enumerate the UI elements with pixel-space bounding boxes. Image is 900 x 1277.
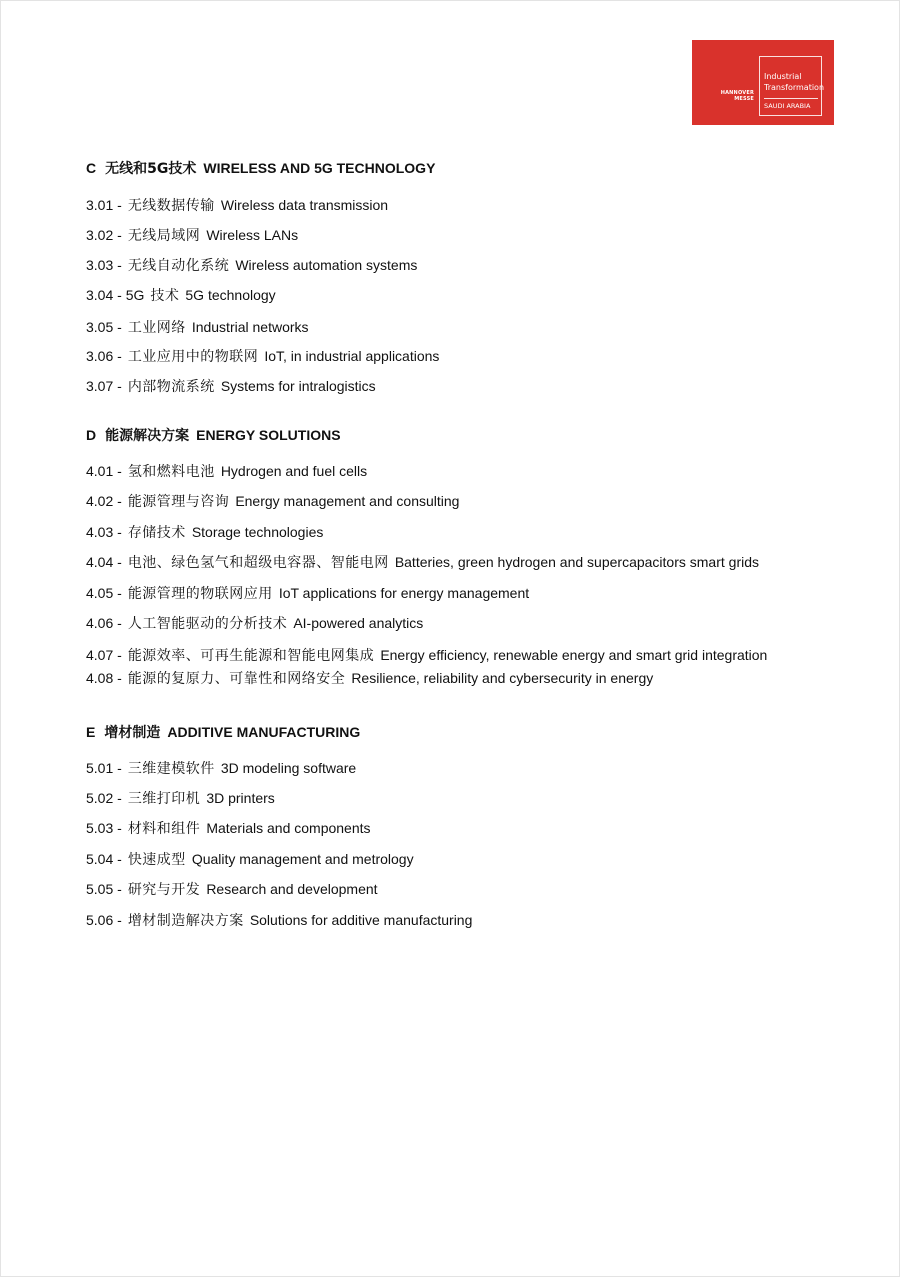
item-code: 4.01 -: [86, 463, 122, 479]
list-item: [86, 819, 371, 838]
list-item: [86, 523, 323, 542]
item-title-en: Energy efficiency, renewable energy and smart grid integration: [380, 647, 768, 663]
list-item: [86, 584, 529, 603]
section-title-zh: 无线和5G技术: [105, 161, 197, 177]
logo-title-line-1: Industrial: [764, 72, 802, 81]
item-title-zh: 人工智能驱动的分析技术: [127, 616, 288, 632]
section-heading-c: [86, 158, 435, 178]
item-title-zh: 能源效率、可再生能源和智能电网集成: [127, 648, 375, 664]
item-code: 4.03 -: [86, 524, 122, 540]
item-title-en: Research and development: [206, 881, 378, 897]
section-letter: C: [86, 160, 97, 176]
item-code: 3.06 -: [86, 348, 122, 364]
section-title-en: WIRELESS AND 5G TECHNOLOGY: [203, 160, 436, 176]
item-code: 4.08 -: [86, 670, 122, 686]
logo-brand-area: [692, 40, 760, 125]
item-code: 3.04 - 5G: [86, 287, 145, 303]
item-title-en: Solutions for additive manufacturing: [249, 912, 473, 928]
item-code: 5.05 -: [86, 881, 122, 897]
item-title-en: Wireless LANs: [206, 227, 299, 243]
item-title-en: Materials and components: [206, 820, 371, 836]
list-item: [86, 377, 376, 396]
item-title-en: Quality management and metrology: [191, 851, 414, 867]
list-item: [86, 850, 414, 869]
section-heading-d: [86, 425, 341, 445]
item-title-zh: 工业应用中的物联网: [127, 349, 259, 365]
item-title-en: Batteries, green hydrogen and supercapacitors smart grids: [394, 554, 760, 570]
hannover-messe-logo: [692, 40, 834, 125]
item-title-zh: 三维打印机: [127, 791, 201, 807]
list-item: [86, 347, 439, 366]
item-title-zh: 能源管理与咨询: [127, 494, 230, 510]
item-title-en: Storage technologies: [191, 524, 324, 540]
item-title-zh: 快速成型: [127, 852, 186, 868]
item-code: 5.01 -: [86, 760, 122, 776]
section-letter: D: [86, 427, 97, 443]
list-item: [86, 614, 423, 633]
logo-title-box: [760, 56, 825, 116]
logo-brand-line-1: HANNOVER: [720, 90, 754, 96]
item-title-zh: 电池、绿色氢气和超级电容器、智能电网: [127, 555, 389, 571]
list-item: [86, 196, 388, 215]
item-code: 3.02 -: [86, 227, 122, 243]
list-item: [86, 462, 367, 481]
logo-subtitle: SAUDI ARABIA: [764, 102, 811, 110]
list-item: [86, 911, 472, 930]
item-title-en: Hydrogen and fuel cells: [220, 463, 368, 479]
item-code: 3.07 -: [86, 378, 122, 394]
list-item: [86, 286, 276, 305]
item-code: 3.03 -: [86, 257, 122, 273]
item-title-zh: 能源的复原力、可靠性和网络安全: [127, 671, 346, 687]
item-title-en: 3D modeling software: [220, 760, 357, 776]
list-item: [86, 318, 309, 337]
item-title-en: IoT, in industrial applications: [264, 348, 440, 364]
item-title-zh: 研究与开发: [127, 882, 201, 898]
item-code: 5.06 -: [86, 912, 122, 928]
section-title-en: ENERGY SOLUTIONS: [196, 427, 341, 443]
item-title-en: Resilience, reliability and cybersecurity in energy: [351, 670, 654, 686]
logo-rule: [764, 98, 818, 99]
section-letter: E: [86, 724, 96, 740]
list-item: [86, 759, 356, 778]
section-heading-e: [86, 722, 360, 742]
item-title-en: IoT applications for energy management: [278, 585, 530, 601]
item-title-zh: 无线局域网: [127, 228, 201, 244]
item-title-zh: 无线自动化系统: [127, 258, 230, 274]
section-title-zh: 增材制造: [104, 725, 161, 741]
item-code: 4.07 -: [86, 647, 122, 663]
item-code: 5.04 -: [86, 851, 122, 867]
item-title-en: Wireless automation systems: [235, 257, 418, 273]
logo-brand-text: [721, 90, 754, 102]
section-title-en: ADDITIVE MANUFACTURING: [167, 724, 361, 740]
item-code: 4.05 -: [86, 585, 122, 601]
item-title-zh: 内部物流系统: [127, 379, 215, 395]
logo-title: [764, 71, 824, 93]
item-title-en: 5G technology: [185, 287, 276, 303]
item-title-en: 3D printers: [206, 790, 275, 806]
list-item: [86, 492, 459, 511]
logo-title-line-2: Transformation: [764, 83, 825, 92]
logo-brand-line-2: MESSE: [734, 96, 754, 102]
list-item: [86, 553, 759, 572]
list-item: [86, 226, 298, 245]
item-title-zh: 增材制造解决方案: [127, 913, 244, 929]
item-title-en: Systems for intralogistics: [220, 378, 376, 394]
item-title-en: AI-powered analytics: [293, 615, 424, 631]
item-code: 4.02 -: [86, 493, 122, 509]
list-item: [86, 789, 275, 808]
item-code: 5.03 -: [86, 820, 122, 836]
item-title-en: Industrial networks: [191, 319, 309, 335]
item-title-zh: 能源管理的物联网应用: [127, 586, 273, 602]
item-title-en: Wireless data transmission: [220, 197, 389, 213]
item-title-zh: 工业网络: [127, 320, 186, 336]
item-title-zh: 存储技术: [127, 525, 186, 541]
item-code: 3.05 -: [86, 319, 122, 335]
item-title-zh: 无线数据传输: [127, 198, 215, 214]
item-code: 5.02 -: [86, 790, 122, 806]
item-code: 4.06 -: [86, 615, 122, 631]
list-item: [86, 646, 767, 665]
list-item: [86, 880, 378, 899]
item-title-zh: 三维建模软件: [127, 761, 215, 777]
item-title-en: Energy management and consulting: [235, 493, 460, 509]
list-item: [86, 256, 417, 275]
item-title-zh: 氢和燃料电池: [127, 464, 215, 480]
list-item: [86, 669, 653, 688]
item-title-zh: 技术: [150, 288, 180, 304]
item-code: 3.01 -: [86, 197, 122, 213]
section-title-zh: 能源解决方案: [105, 428, 190, 444]
item-title-zh: 材料和组件: [127, 821, 201, 837]
item-code: 4.04 -: [86, 554, 122, 570]
